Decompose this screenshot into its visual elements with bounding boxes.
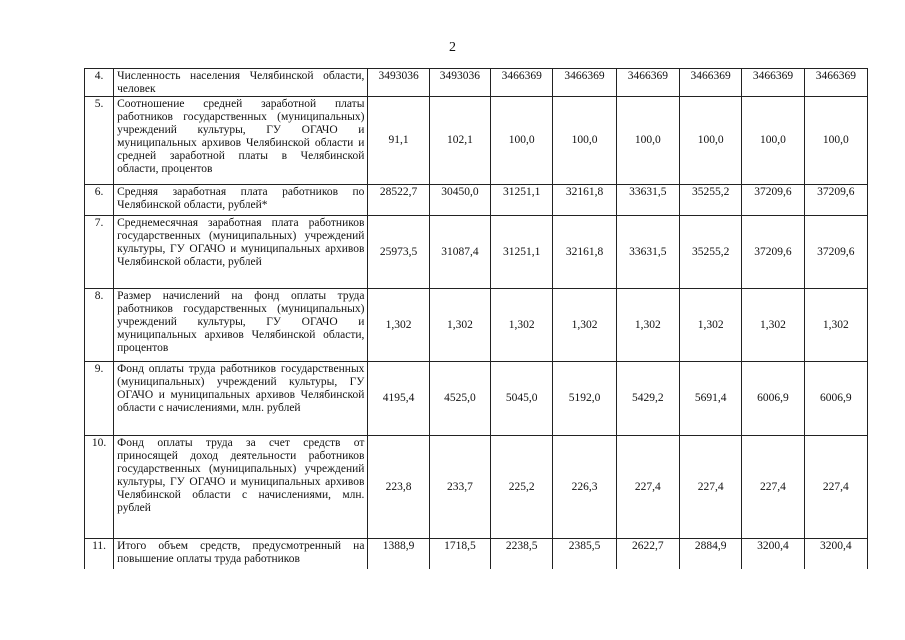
row-value: 226,3 [553,436,616,539]
row-value: 6006,9 [742,362,804,436]
row-value: 225,2 [491,436,553,539]
row-value: 102,1 [429,97,490,185]
row-value: 32161,8 [553,185,616,216]
row-value: 1,302 [742,289,804,362]
row-value: 31251,1 [491,216,553,289]
row-value: 3466369 [680,69,742,97]
table-row [85,97,868,185]
row-value: 100,0 [680,97,742,185]
row-value: 35255,2 [680,216,742,289]
row-value: 100,0 [742,97,804,185]
row-description: Соотношение средней заработной платы работников государственных (муниципальных) учреждений культуры, ГУ ОГАЧО и муниципальных архивов Челябинской области и средней заработной платы в Челябинской области, процентов [114,97,368,185]
row-description: Итого объем средств, предусмотренный на повышение оплаты труда работников [114,539,368,569]
row-value: 2622,7 [616,539,679,569]
row-value: 25973,5 [368,216,429,289]
row-value: 1718,5 [429,539,490,569]
row-value: 100,0 [491,97,553,185]
row-value: 100,0 [804,97,867,185]
row-number: 10. [85,436,114,539]
table-row [85,185,868,216]
row-value: 1,302 [429,289,490,362]
row-value: 1,302 [616,289,679,362]
row-description: Размер начислений на фонд оплаты труда работников государственных (муниципальных) учреждений культуры, ГУ ОГАЧО и муниципальных архивов Челябинской области, процентов [114,289,368,362]
row-value: 227,4 [680,436,742,539]
row-value: 2385,5 [553,539,616,569]
row-value: 1388,9 [368,539,429,569]
row-value: 3200,4 [742,539,804,569]
row-value: 33631,5 [616,185,679,216]
row-value: 3466369 [553,69,616,97]
row-value: 100,0 [553,97,616,185]
row-value: 37209,6 [742,185,804,216]
row-number: 5. [85,97,114,185]
row-value: 2884,9 [680,539,742,569]
row-value: 5691,4 [680,362,742,436]
table-row [85,436,868,539]
row-value: 5045,0 [491,362,553,436]
row-value: 5192,0 [553,362,616,436]
row-value: 31087,4 [429,216,490,289]
row-description: Средняя заработная плата работников по Челябинской области, рублей* [114,185,368,216]
row-value: 37209,6 [804,216,867,289]
row-value: 31251,1 [491,185,553,216]
row-number: 8. [85,289,114,362]
row-number: 7. [85,216,114,289]
table-row [85,362,868,436]
row-value: 100,0 [616,97,679,185]
row-value: 6006,9 [804,362,867,436]
row-value: 1,302 [368,289,429,362]
row-number: 6. [85,185,114,216]
row-value: 28522,7 [368,185,429,216]
row-value: 4195,4 [368,362,429,436]
row-value: 37209,6 [804,185,867,216]
row-value: 1,302 [553,289,616,362]
row-value: 227,4 [804,436,867,539]
row-value: 1,302 [804,289,867,362]
row-value: 1,302 [680,289,742,362]
row-value: 4525,0 [429,362,490,436]
table-body [85,69,868,569]
row-number: 9. [85,362,114,436]
row-value: 3466369 [804,69,867,97]
row-value: 227,4 [616,436,679,539]
row-value: 5429,2 [616,362,679,436]
row-value: 1,302 [491,289,553,362]
row-description: Среднемесячная заработная плата работников государственных (муниципальных) учреждений культуры, ГУ ОГАЧО и муниципальных архивов Челябинской области, рублей [114,216,368,289]
row-value: 32161,8 [553,216,616,289]
row-value: 35255,2 [680,185,742,216]
table-row [85,539,868,569]
row-value: 33631,5 [616,216,679,289]
row-number: 11. [85,539,114,569]
row-value: 233,7 [429,436,490,539]
row-value: 91,1 [368,97,429,185]
row-value: 3466369 [491,69,553,97]
row-value: 2238,5 [491,539,553,569]
row-value: 3466369 [742,69,804,97]
table-row [85,289,868,362]
row-description: Численность населения Челябинской области, человек [114,69,368,97]
row-description: Фонд оплаты труда работников государственных (муниципальных) учреждений культуры, ГУ ОГАЧО и муниципальных архивов Челябинской области с начислениями, млн. рублей [114,362,368,436]
row-value: 227,4 [742,436,804,539]
indicators-table [84,68,868,569]
row-value: 3493036 [429,69,490,97]
row-value: 37209,6 [742,216,804,289]
row-value: 30450,0 [429,185,490,216]
row-value: 3493036 [368,69,429,97]
page-number: 2 [449,40,456,55]
table-row [85,69,868,97]
table-row [85,216,868,289]
row-description: Фонд оплаты труда за счет средств от приносящей доход деятельности работников государственных (муниципальных) учреждений культуры, ГУ ОГАЧО и муниципальных архивов Челябинской области с начислениями, млн. рублей [114,436,368,539]
row-number: 4. [85,69,114,97]
row-value: 223,8 [368,436,429,539]
row-value: 3200,4 [804,539,867,569]
row-value: 3466369 [616,69,679,97]
